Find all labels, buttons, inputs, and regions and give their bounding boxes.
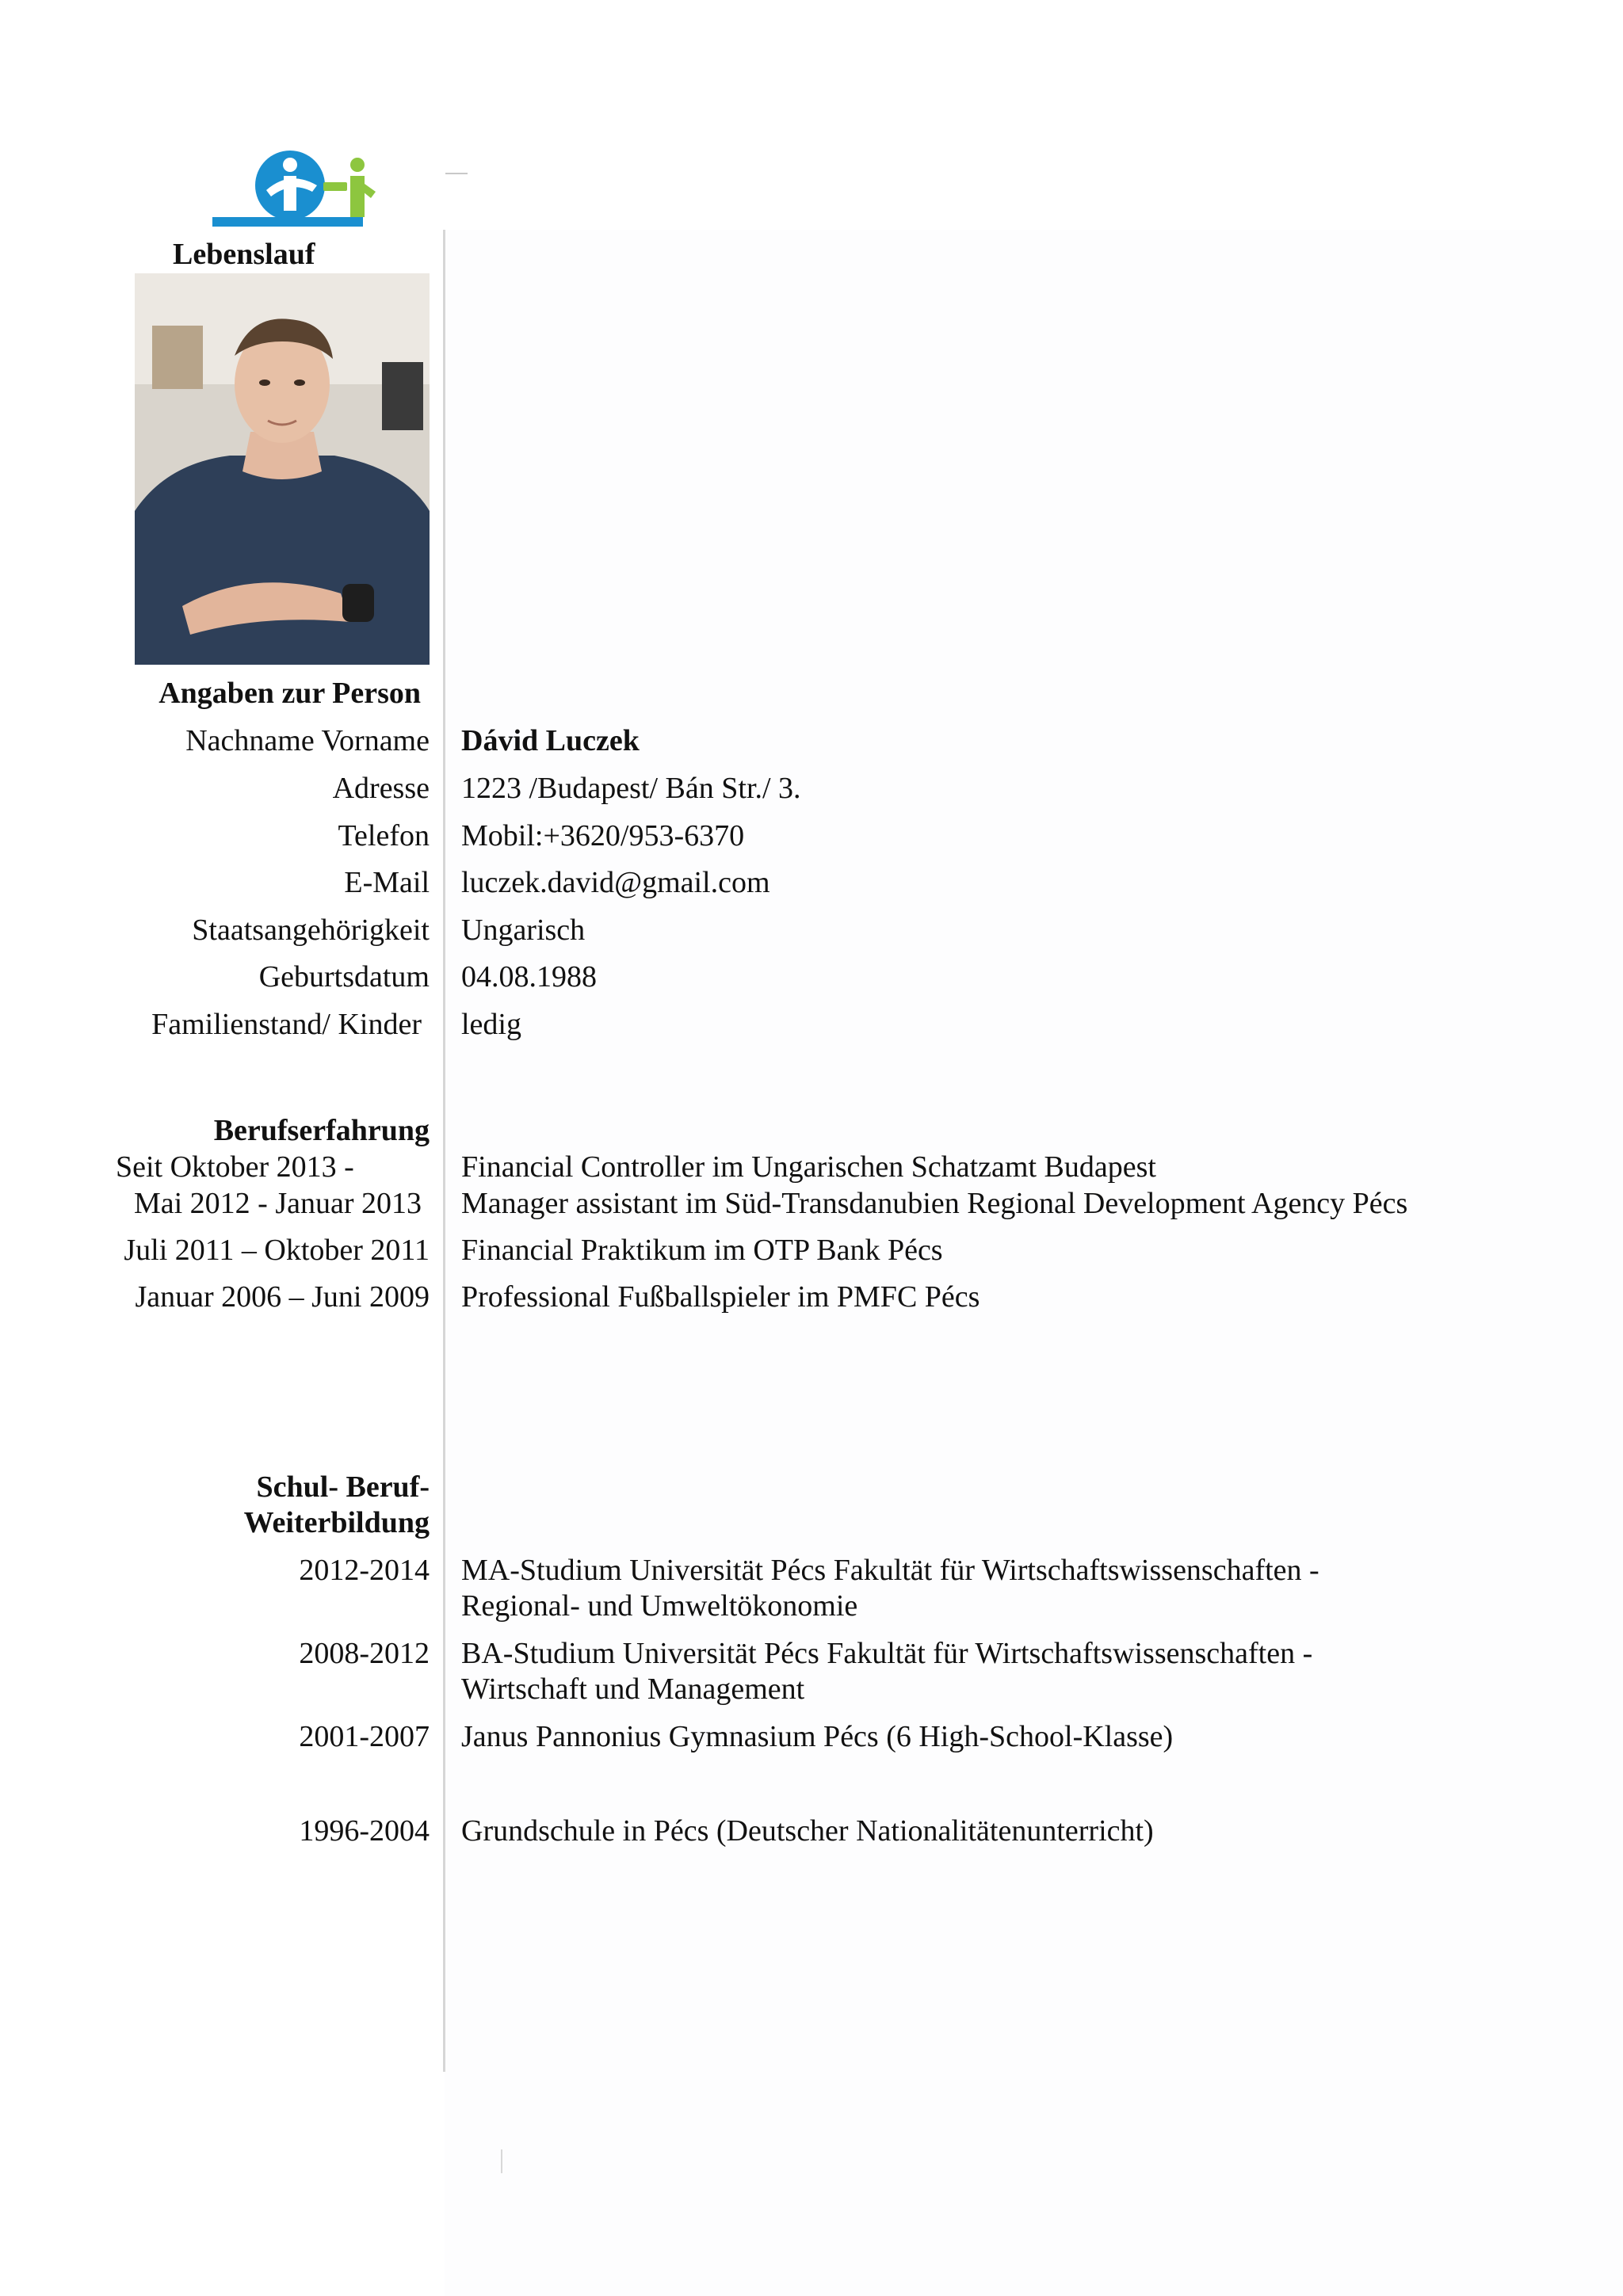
label-address: Adresse bbox=[332, 772, 430, 805]
footer-tick bbox=[501, 2149, 502, 2173]
experience-text: Financial Controller im Ungarischen Schatzamt Budapest bbox=[461, 1150, 1156, 1184]
header-dash bbox=[445, 173, 468, 174]
personal-section-title: Angaben zur Person bbox=[158, 677, 421, 710]
education-text: MA-Studium Universität Pécs Fakultät für Wirtschaftswissenschaften - bbox=[461, 1554, 1319, 1587]
label-family-status: Familienstand/ Kinder bbox=[151, 1008, 422, 1041]
education-section-title-line2: Weiterbildung bbox=[243, 1506, 430, 1539]
value-birthdate: 04.08.1988 bbox=[461, 960, 597, 994]
experience-period: Juli 2011 – Oktober 2011 bbox=[124, 1234, 430, 1267]
education-section-title-line1: Schul- Beruf- bbox=[256, 1470, 430, 1504]
page-title: Lebenslauf bbox=[173, 238, 315, 271]
label-phone: Telefon bbox=[338, 819, 430, 852]
label-name: Nachname Vorname bbox=[185, 724, 430, 757]
experience-period: Seit Oktober 2013 - bbox=[116, 1150, 354, 1184]
education-period: 2001-2007 bbox=[299, 1720, 430, 1753]
education-text-continued: Wirtschaft und Management bbox=[461, 1672, 805, 1706]
experience-section-title: Berufserfahrung bbox=[213, 1114, 430, 1147]
experience-text: Manager assistant im Süd-Transdanubien Regional Development Agency Pécs bbox=[461, 1187, 1408, 1220]
label-email: E-Mail bbox=[344, 866, 430, 899]
hungary-people-logo-icon bbox=[204, 147, 384, 227]
education-text: Janus Pannonius Gymnasium Pécs (6 High-School-Klasse) bbox=[461, 1720, 1174, 1753]
experience-period: Mai 2012 - Januar 2013 bbox=[133, 1187, 422, 1220]
education-period: 2012-2014 bbox=[299, 1554, 430, 1587]
education-text: Grundschule in Pécs (Deutscher Nationalitätenunterricht) bbox=[461, 1814, 1154, 1848]
value-name: Dávid Luczek bbox=[461, 724, 640, 757]
education-text: BA-Studium Universität Pécs Fakultät für Wirtschaftswissenschaften - bbox=[461, 1637, 1313, 1670]
value-family-status: ledig bbox=[461, 1008, 521, 1041]
column-divider bbox=[443, 230, 445, 2072]
value-email: luczek.david@gmail.com bbox=[461, 866, 770, 899]
experience-text: Financial Praktikum im OTP Bank Pécs bbox=[461, 1234, 943, 1267]
portrait-photo bbox=[135, 273, 430, 665]
label-nationality: Staatsangehörigkeit bbox=[192, 913, 430, 947]
experience-period: Januar 2006 – Juni 2009 bbox=[135, 1280, 430, 1314]
value-nationality: Ungarisch bbox=[461, 913, 586, 947]
experience-text: Professional Fußballspieler im PMFC Pécs bbox=[461, 1280, 980, 1314]
label-birthdate: Geburtsdatum bbox=[258, 960, 430, 994]
education-period: 1996-2004 bbox=[299, 1814, 430, 1848]
education-text-continued: Regional- und Umweltökonomie bbox=[461, 1589, 858, 1623]
education-period: 2008-2012 bbox=[299, 1637, 430, 1670]
value-phone: Mobil:+3620/953-6370 bbox=[461, 819, 745, 852]
value-address: 1223 /Budapest/ Bán Str./ 3. bbox=[461, 772, 801, 805]
